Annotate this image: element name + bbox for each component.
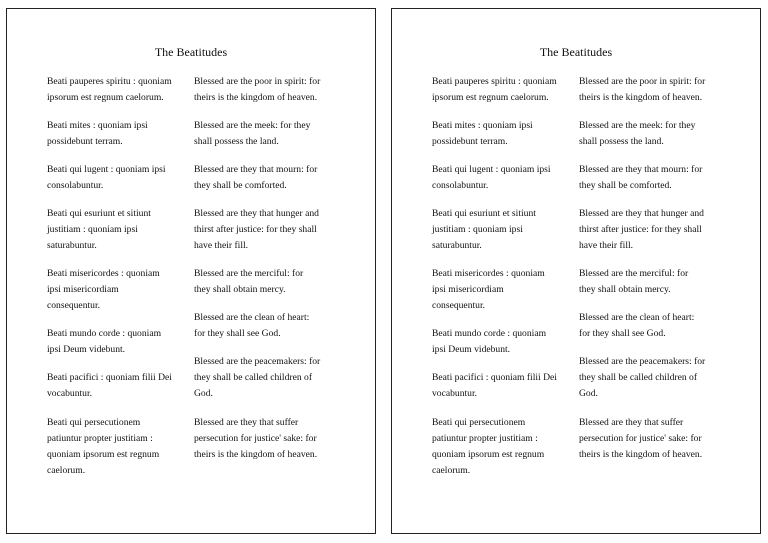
- latin-verse: Beati mundo corde : quoniam ipsi Deum videbunt.: [432, 328, 547, 355]
- english-verse: Blessed are they that hunger and thirst after justice: for they shall have their fill.: [579, 208, 704, 251]
- english-verse: Blessed are the clean of heart: for they shall see God.: [579, 312, 695, 339]
- english-verse: Blessed are the merciful: for they shall obtain mercy.: [194, 268, 304, 295]
- latin-verse: Beati pacifici : quoniam filii Dei vocabuntur.: [47, 372, 172, 399]
- latin-verse: Beati qui esuriunt et sitiunt justitiam : quoniam ipsi saturabuntur.: [47, 208, 151, 251]
- latin-verse: Beati qui esuriunt et sitiunt justitiam : quoniam ipsi saturabuntur.: [432, 208, 536, 251]
- page-right: [391, 8, 761, 534]
- english-verse: Blessed are the clean of heart: for they shall see God.: [194, 312, 310, 339]
- latin-verse: Beati pacifici : quoniam filii Dei vocabuntur.: [432, 372, 557, 399]
- verse-row: [47, 206, 347, 266]
- latin-verse: Beati misericordes : quoniam ipsi misericordiam consequentur.: [432, 268, 545, 311]
- english-verse: Blessed are they that mourn: for they shall be comforted.: [194, 164, 318, 191]
- latin-verse: Beati mites : quoniam ipsi possidebunt terram.: [432, 120, 533, 147]
- english-verse: Blessed are they that suffer persecution for justice' sake: for theirs is the kingdom of heaven.: [579, 417, 703, 460]
- english-verse: Blessed are the peacemakers: for they shall be called children of God.: [579, 356, 706, 399]
- english-verse: Blessed are the poor in spirit: for theirs is the kingdom of heaven.: [194, 76, 321, 103]
- english-verse: Blessed are they that suffer persecution for justice' sake: for theirs is the kingdom of heaven.: [194, 417, 318, 460]
- page-left: [6, 8, 376, 534]
- verse-row: [432, 206, 732, 266]
- verse-row: [47, 415, 347, 475]
- page-title: The Beatitudes: [539, 45, 613, 59]
- latin-verse: Beati pauperes spiritu : quoniam ipsorum est regnum caelorum.: [432, 76, 557, 103]
- latin-verse: Beati qui persecutionem patiuntur propter justitiam : quoniam ipsorum est regnum caelorum.: [47, 417, 160, 476]
- latin-verse: Beati mites : quoniam ipsi possidebunt terram.: [47, 120, 148, 147]
- latin-verse: Beati qui lugent : quoniam ipsi consolabuntur.: [432, 164, 551, 191]
- english-verse: Blessed are the peacemakers: for they shall be called children of God.: [194, 356, 321, 399]
- english-verse: Blessed are the meek: for they shall possess the land.: [194, 120, 311, 147]
- latin-verse: Beati pauperes spiritu : quoniam ipsorum est regnum caelorum.: [47, 76, 172, 103]
- english-verse: Blessed are they that mourn: for they shall be comforted.: [579, 164, 703, 191]
- page-title: The Beatitudes: [154, 45, 228, 59]
- latin-verse: Beati qui persecutionem patiuntur propter justitiam : quoniam ipsorum est regnum caelorum.: [432, 417, 545, 476]
- english-verse: Blessed are the meek: for they shall possess the land.: [579, 120, 696, 147]
- english-verse: Blessed are the poor in spirit: for theirs is the kingdom of heaven.: [579, 76, 706, 103]
- english-verse: Blessed are they that hunger and thirst after justice: for they shall have their fill.: [194, 208, 319, 251]
- latin-verse: Beati mundo corde : quoniam ipsi Deum videbunt.: [47, 328, 162, 355]
- verse-row: [432, 415, 732, 475]
- verse-row: [432, 354, 732, 414]
- verse-row: [47, 354, 347, 414]
- english-verse: Blessed are the merciful: for they shall obtain mercy.: [579, 268, 689, 295]
- latin-verse: Beati misericordes : quoniam ipsi misericordiam consequentur.: [47, 268, 160, 311]
- latin-verse: Beati qui lugent : quoniam ipsi consolabuntur.: [47, 164, 166, 191]
